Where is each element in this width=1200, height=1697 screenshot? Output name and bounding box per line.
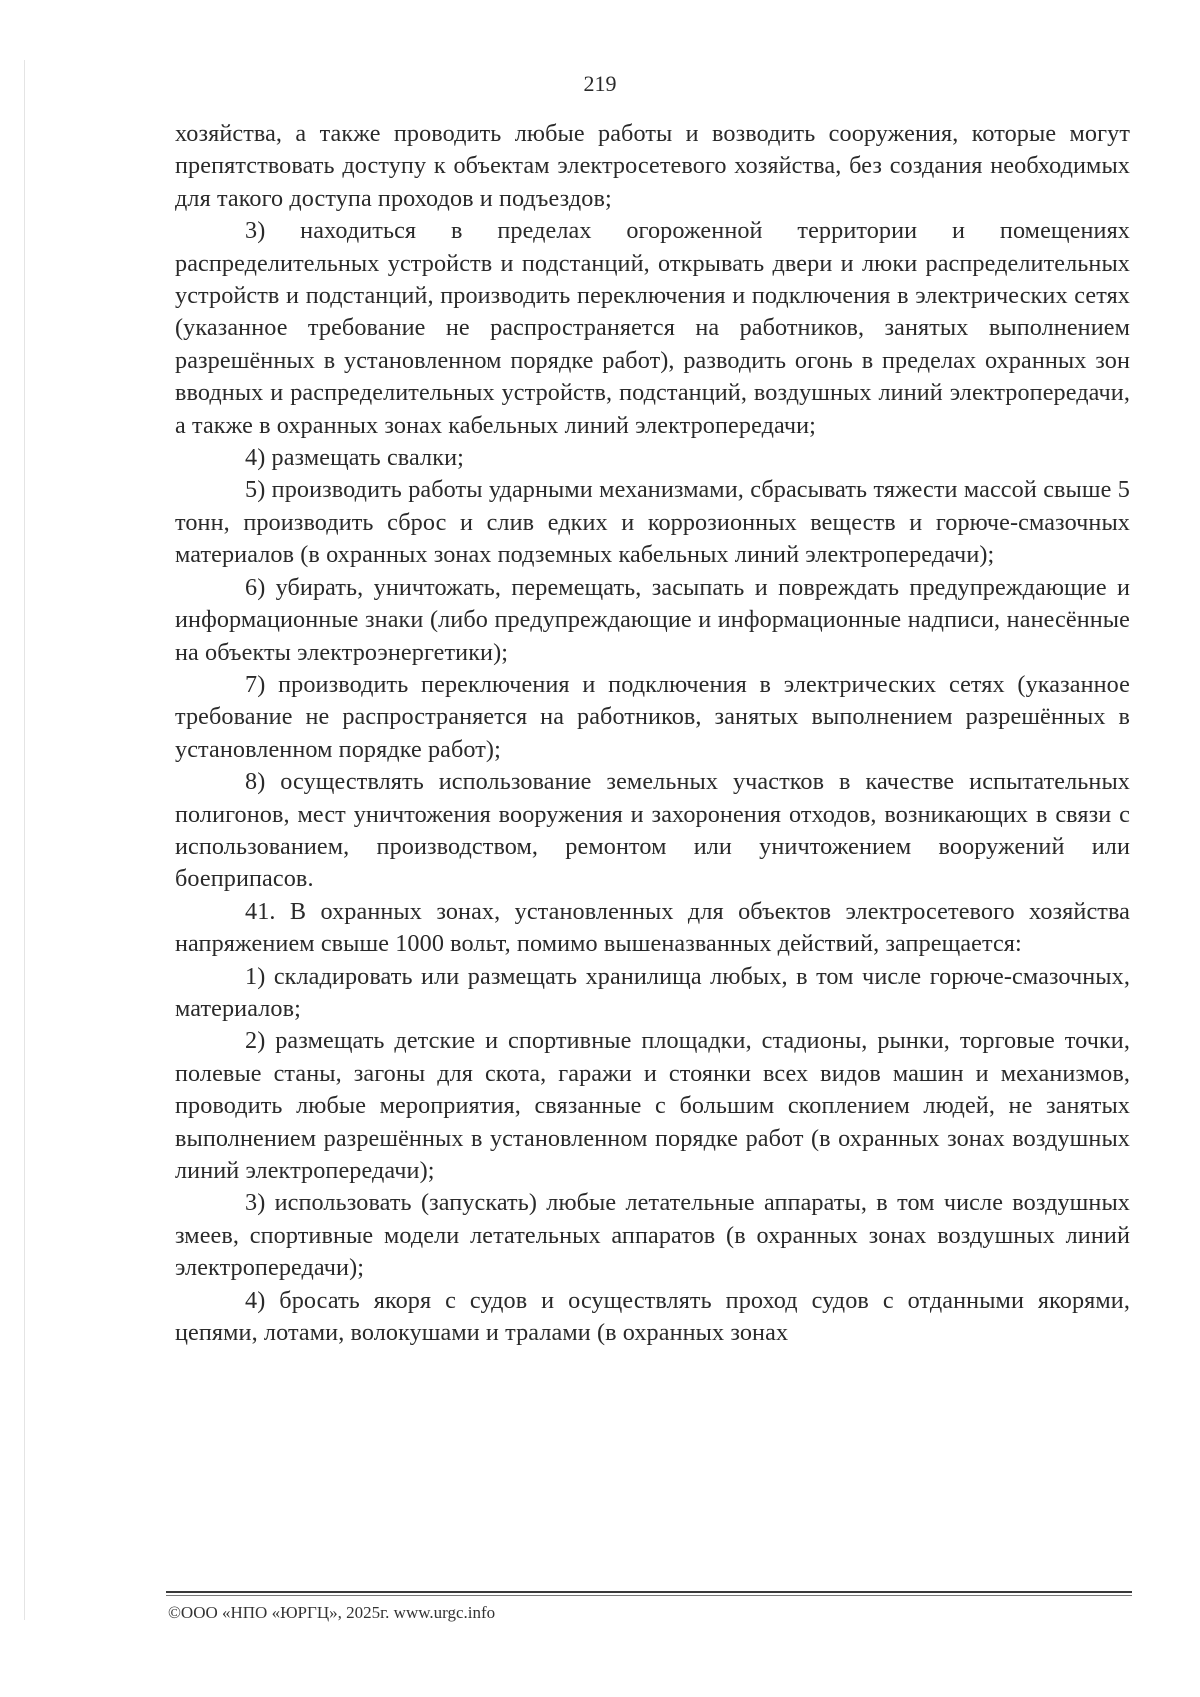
paragraph-41-item-2: 2) размещать детские и спортивные площадки, стадионы, рынки, торговые точки, полевые станы, загоны для скота, гаражи и стоянки всех видов машин и механизмов, проводить любые мероприятия, связанные с большим скоплением людей, не занятых выполнением разрешённых в установленном порядке работ (в охранных зонах воздушных линий электропередачи); [175,1027,1130,1184]
document-body [175,118,1130,1349]
scan-edge-line [24,60,25,1620]
paragraph-item-7: 7) производить переключения и подключения в электрических сетях (указанное требование не распространяется на работников, занятых выполнением разрешённых в установленном порядке работ); [175,670,1130,763]
paragraph-item-8: 8) осуществлять использование земельных участков в качестве испытательных полигонов, мест уничтожения вооружения и захоронения отходов, возникающих в связи с использованием, производством, ремонтом или уничтожением вооружений или боеприпасов. [175,768,1130,893]
footer-divider-thin [166,1595,1132,1596]
paragraph-item-5: 5) производить работы ударными механизмами, сбрасывать тяжести массой свыше 5 тонн, производить сброс и слив едких и коррозионных веществ и горюче-смазочных материалов (в охранных зонах подземных кабельных линий электропередачи); [175,476,1130,569]
paragraph-41-item-3: 3) использовать (запускать) любые летательные аппараты, в том числе воздушных змеев, спортивные модели летательных аппаратов (в охранных зонах воздушных линий электропередачи); [175,1189,1130,1282]
paragraph-item-6: 6) убирать, уничтожать, перемещать, засыпать и повреждать предупреждающие и информационные знаки (либо предупреждающие и информационные надписи, нанесённые на объекты электроэнергетики); [175,573,1130,666]
paragraph-41-item-1: 1) складировать или размещать хранилища любых, в том числе горюче-смазочных, материалов; [175,962,1130,1022]
paragraph-section-41: 41. В охранных зонах, установленных для объектов электросетевого хозяйства напряжением свыше 1000 вольт, помимо вышеназванных действий, запрещается: [175,897,1130,958]
footer-copyright: ©ООО «НПО «ЮРГЦ», 2025г. www.urgc.info [168,1603,496,1622]
paragraph-41-item-4: 4) бросать якоря с судов и осуществлять проход судов с отданными якорями, цепями, лотами, волокушами и тралами (в охранных зонах [175,1286,1130,1347]
paragraph-item-3: 3) находиться в пределах огороженной территории и помещениях распределительных устройств и подстанций, открывать двери и люки распределительных устройств и подстанций, производить переключения и подключения в электрических сетях (указанное требование не распространяется на работников, занятых выполнением разрешённых в установленном порядке работ), разводить огонь в пределах охранных зон вводных и распределительных устройств, подстанций, воздушных линий электропередачи, а также в охранных зонах кабельных линий электропередачи; [175,217,1130,439]
paragraph-item-4: 4) размещать свалки; [245,444,464,472]
footer-divider [166,1591,1132,1593]
page-number: 219 [583,71,617,96]
paragraph-continuation: хозяйства, а также проводить любые работы и возводить сооружения, которые могут препятствовать доступу к объектам электросетевого хозяйства, без создания необходимых для такого доступа проходов и подъездов; [175,120,1130,212]
